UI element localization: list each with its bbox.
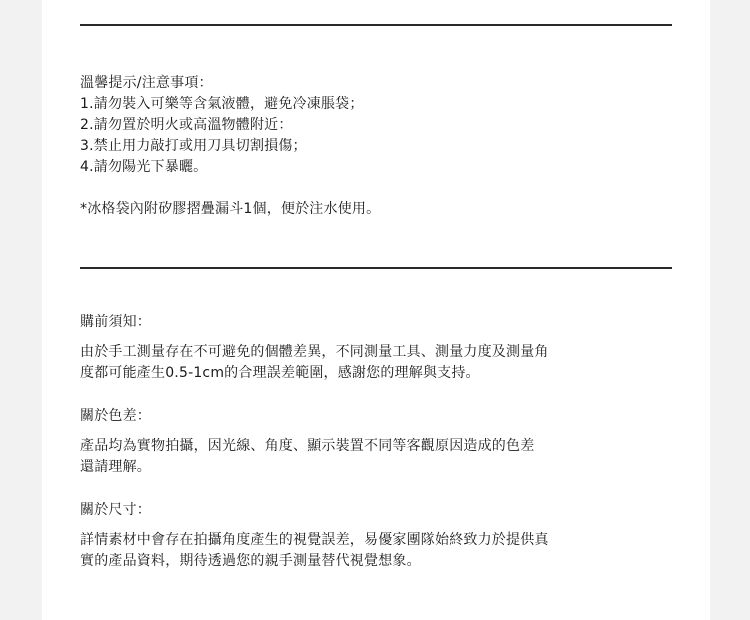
color-text: 產品均為實物拍攝，因光線、角度、顯示裝置不同等客觀原因造成的色差 (80, 438, 535, 454)
purchase-text: 度都可能產生0.5-1cm的合理誤差範圍，感謝您的理解與支持。 (80, 365, 480, 381)
notice-item: 3.禁止用力敲打或用刀具切割損傷； (80, 138, 307, 154)
funnel-note: *冰格袋內附矽膠摺疊漏斗1個，便於注水使用。 (80, 201, 381, 217)
notice-title: 溫馨提示/注意事項： (80, 75, 213, 91)
notice-section (80, 73, 670, 220)
notice-item: 4.請勿陽光下暴曬。 (80, 159, 208, 175)
purchase-title: 購前須知： (80, 314, 151, 330)
size-text: 實的產品資料，期待透過您的親手測量替代視覺想象。 (80, 553, 421, 569)
purchase-text: 由於手工測量存在不可避免的個體差異，不同測量工具、測量力度及測量角 (80, 344, 549, 360)
color-title: 關於色差： (80, 408, 151, 424)
middle-divider (80, 267, 672, 269)
info-section (80, 312, 670, 572)
color-text: 還請理解。 (80, 459, 151, 475)
notice-item: 1.請勿裝入可樂等含氣液體，避免冷凍脹袋； (80, 96, 364, 112)
top-divider (80, 24, 672, 26)
notice-item: 2.請勿置於明火或高溫物體附近： (80, 117, 293, 133)
document-page (42, 0, 710, 620)
size-title: 關於尺寸： (80, 502, 151, 518)
size-text: 詳情素材中會存在拍攝角度產生的視覺誤差，易優家團隊始終致力於提供真 (80, 532, 549, 548)
